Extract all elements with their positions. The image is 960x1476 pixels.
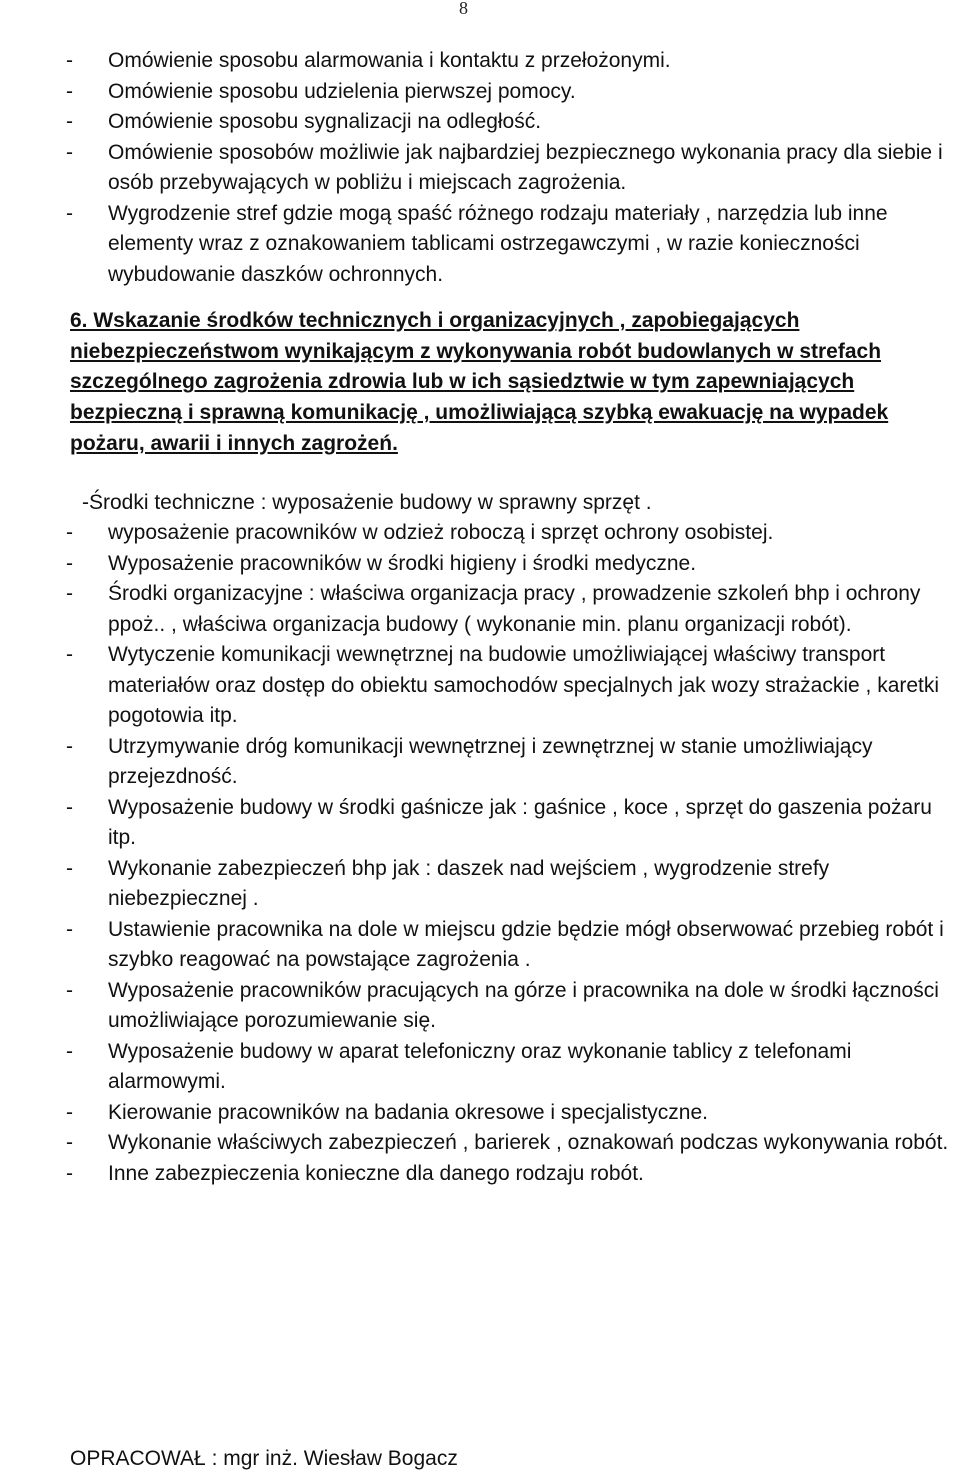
list-bullet: - — [66, 551, 73, 575]
list-item — [66, 46, 958, 77]
list-bullet: - — [66, 521, 73, 545]
measures-list — [66, 518, 958, 1189]
list-item-text: wyposażenie pracowników w odzież roboczą i sprzęt ochrony osobistej. — [108, 521, 774, 545]
list-item — [66, 77, 958, 108]
list-item — [66, 1098, 958, 1129]
list-bullet: - — [66, 49, 73, 72]
list-bullet: - — [66, 582, 73, 606]
list-bullet: - — [66, 1131, 73, 1155]
list-bullet: - — [66, 978, 73, 1002]
safety-measures-list — [66, 46, 958, 290]
list-item-text: Omówienie sposobu alarmowania i kontaktu z przełożonymi. — [108, 49, 671, 72]
list-item-text: Kierowanie pracowników na badania okresowe i specjalistyczne. — [108, 1100, 708, 1124]
list-item-text: Wykonanie właściwych zabezpieczeń , barierek , oznakowań podczas wykonywania robót. — [108, 1131, 949, 1155]
list-item — [66, 915, 958, 976]
section-heading: 6. Wskazanie środków technicznych i organizacyjnych , zapobiegających niebezpieczeństwom wynikającym z wykonywania robót budowlanych w strefach szczególnego zagrożenia zdrowia lub w ich sąsiedztwie w tym zapewniających bezpieczną i sprawną komunikację , umożliwiającą szybką ewakuację na wypadek pożaru, awarii i innych zagrożeń. — [70, 309, 889, 455]
list-item — [66, 854, 958, 915]
list-item — [66, 549, 958, 580]
list-item-text: Środki organizacyjne : właściwa organizacja pracy , prowadzenie szkoleń bhp i ochrony ppoż.. , właściwa organizacja budowy ( wykonanie min. planu organizacji robót). — [108, 582, 921, 636]
list-item — [66, 976, 958, 1037]
list-item — [66, 1128, 958, 1159]
list-item-text: Omówienie sposobów możliwie jak najbardziej bezpiecznego wykonania pracy dla siebie i osób przebywających w pobliżu i miejscach zagrożenia. — [108, 140, 943, 194]
list-item-text: Wyposażenie pracowników pracujących na górze i pracownika na dole w środki łączności umożliwiające porozumiewanie się. — [108, 978, 939, 1033]
list-bullet: - — [66, 79, 73, 103]
list-item — [66, 793, 958, 854]
list-item-text: Wyposażenie pracowników w środki higieny i środki medyczne. — [108, 551, 697, 575]
list-item-text: Wykonanie zabezpieczeń bhp jak : daszek nad wejściem , wygrodzenie strefy niebezpiecznej . — [108, 856, 830, 911]
list-bullet: - — [66, 795, 73, 819]
list-item — [66, 138, 958, 199]
list-item-text: Wyposażenie budowy w aparat telefoniczny oraz wykonanie tablicy z telefonami alarmowymi. — [108, 1039, 852, 1094]
list-bullet: - — [66, 734, 73, 758]
document-body — [66, 46, 958, 1189]
list-bullet: - — [66, 110, 73, 133]
list-item — [66, 1159, 958, 1190]
list-item — [66, 199, 958, 291]
list-item — [66, 732, 958, 793]
list-item-text: Omówienie sposobu sygnalizacji na odległość. — [108, 110, 542, 133]
list-item-text: Utrzymywanie dróg komunikacji wewnętrznej i zewnętrznej w stanie umożliwiający przejezdność. — [108, 734, 873, 789]
list-item-text: Wyposażenie budowy w środki gaśnicze jak : gaśnice , koce , sprzęt do gaszenia pożaru itp. — [108, 795, 932, 850]
list-item — [66, 579, 958, 640]
list-item — [66, 107, 958, 138]
list-bullet: - — [66, 917, 73, 941]
list-bullet: - — [66, 856, 73, 880]
list-item-text: Ustawienie pracownika na dole w miejscu gdzie będzie mógł obserwować przebieg robót i szybko reagować na powstające zagrożenia . — [108, 917, 944, 972]
list-bullet: - — [66, 201, 73, 225]
author-signature-line: OPRACOWAŁ : mgr inż. Wiesław Bogacz — [70, 1447, 458, 1470]
list-item — [66, 518, 958, 549]
list-bullet: - — [66, 1039, 73, 1063]
list-bullet: - — [66, 140, 73, 164]
list-item-text: Omówienie sposobu udzielenia pierwszej pomocy. — [108, 79, 576, 103]
page-number: 8 — [459, 0, 468, 18]
list-item — [66, 640, 958, 732]
list-item-text: Wygrodzenie stref gdzie mogą spaść różnego rodzaju materiały , narzędzia lub inne elementy wraz z oznakowaniem tablicami ostrzegawczymi , w razie konieczności wybudowanie daszków ochronnych. — [108, 201, 888, 286]
list-item-text: Wytyczenie komunikacji wewnętrznej na budowie umożliwiającej właściwy transport materiałów oraz dostęp do obiektu samochodów specjalnych jak wozy strażackie , karetki pogotowia itp. — [108, 643, 940, 728]
list-bullet: - — [66, 1100, 73, 1124]
technical-measures-lead: -Środki techniczne : wyposażenie budowy w sprawny sprzęt . — [82, 490, 652, 514]
list-bullet: - — [66, 643, 73, 667]
list-bullet: - — [66, 1161, 73, 1185]
list-item — [66, 1037, 958, 1098]
list-item-text: Inne zabezpieczenia konieczne dla danego rodzaju robót. — [108, 1161, 644, 1185]
